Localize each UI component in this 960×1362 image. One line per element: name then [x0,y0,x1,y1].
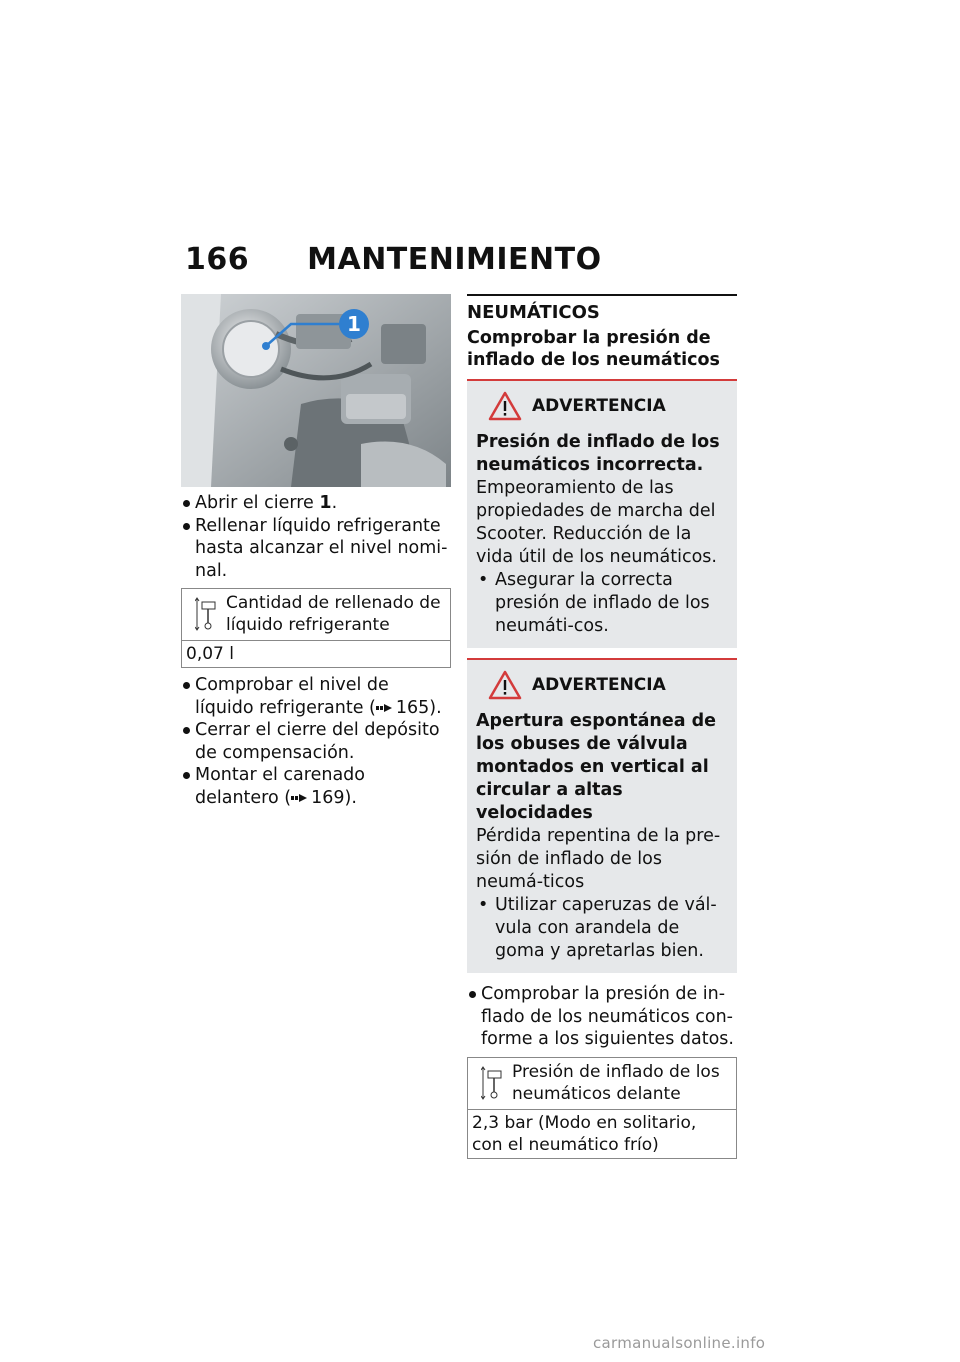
left-column [181,294,451,809]
page-reference-link[interactable]: 169 [311,787,345,808]
page-reference-arrow-icon [291,793,309,803]
list-item: Comprobar el nivel de líquido refrigerante ( 165). [181,674,451,719]
measure-icon [186,592,226,636]
subsection-title: Comprobar la presión de inflado de los neumáticos [467,328,720,370]
list-item: Comprobar la presión de in-flado de los neumáticos con-forme a los siguientes datos. [467,983,737,1051]
section-title: NEUMÁTICOS [467,294,737,323]
measure-icon [472,1061,512,1105]
list-item: Montar el carenado delantero ( 169). [181,764,451,809]
page-header [185,242,602,277]
warning-text: Pérdida repentina de la pre-sión de inflado de los neumá-ticos [476,826,721,892]
warning-headline: Presión de inflado de los neumáticos incorrecta. [476,432,720,475]
list-item: Cerrar el cierre del depósito de compensación. [181,719,451,764]
warning-triangle-icon [488,391,522,421]
warning-headline: Apertura espontánea de los obuses de válvula montados en vertical al circular a altas velocidades [476,711,717,823]
warning-title: ADVERTENCIA [532,396,666,416]
warning-box [467,379,737,648]
warning-bullet: • Asegurar la correcta presión de inflado de los neumáti-cos. [478,570,710,636]
spec-table-coolant [181,588,451,668]
page-reference-link[interactable]: 165 [395,697,430,718]
spec-label: Presión de inflado de los neumáticos delante [512,1061,720,1104]
section-heading: MANTENIMIENTO [307,242,602,277]
warning-title: ADVERTENCIA [532,675,666,695]
watermark: carmanualsonline.info [593,1334,766,1352]
warning-bullet: • Utilizar caperuzas de vál-vula con arandela de goma y apretarlas bien. [478,895,717,961]
right-column [467,294,737,1165]
spec-label: Cantidad de rellenado de líquido refrigerante [226,593,441,635]
list-item: Abrir el cierre 1. [181,492,451,515]
engine-photo [181,294,451,487]
warning-box [467,658,737,973]
page-reference-arrow-icon [376,703,394,713]
warning-text: Empeoramiento de las propiedades de marcha del Scooter. Reducción de la vida útil de los neumáticos. [476,478,717,567]
spec-table-tire-pressure [467,1057,737,1159]
warning-triangle-icon [488,670,522,700]
coolant-reservoir-photo [181,294,451,487]
list-item: Rellenar líquido refrigerante hasta alcanzar el nivel nomi-nal. [181,515,451,583]
spec-value: 2,3 bar (Modo en solitario, con el neumático frío) [472,1112,697,1155]
spec-value: 0,07 l [186,644,234,664]
callout-label: 1 [347,312,361,336]
page-number: 166 [185,242,250,277]
